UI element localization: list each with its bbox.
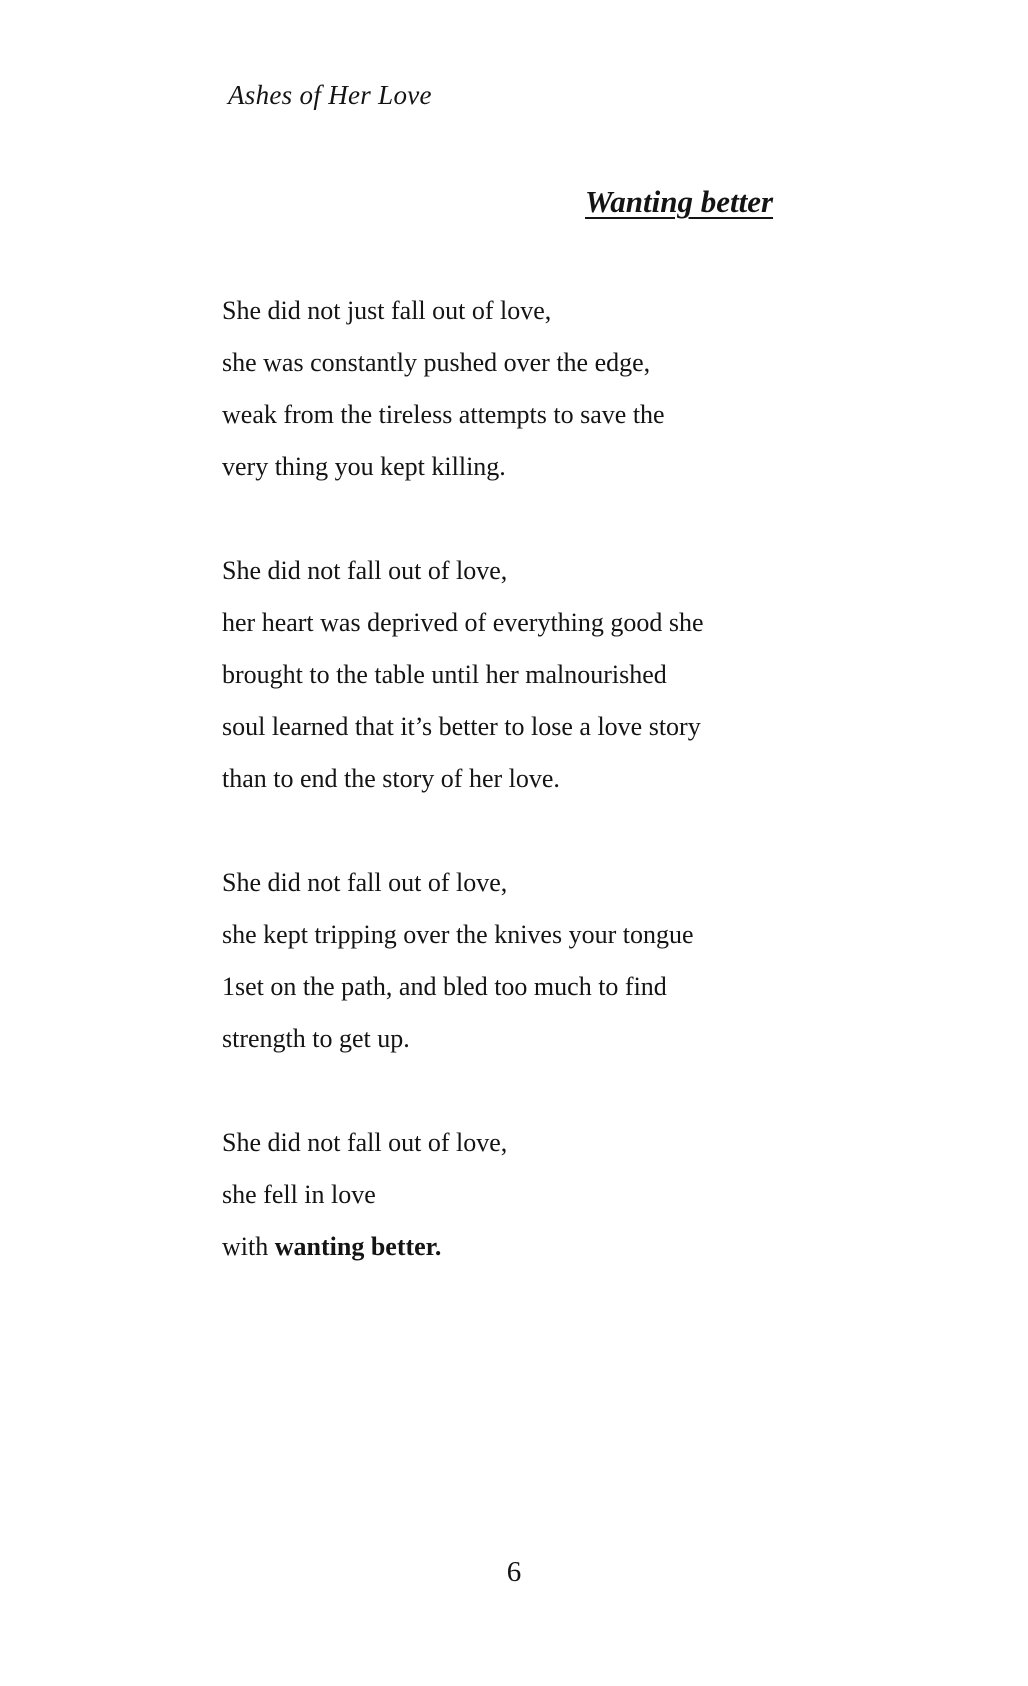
poem-line: She did not fall out of love, [222, 1128, 508, 1157]
poem-line: She did not just fall out of love, [222, 296, 552, 325]
stanza-1 [222, 285, 704, 493]
poem-title: Wanting better [585, 184, 774, 219]
running-header: Ashes of Her Love [228, 80, 432, 110]
poem-line: weak from the tireless attempts to save the [222, 400, 665, 429]
poem-closing-line [222, 1221, 704, 1273]
stanza-2 [222, 545, 704, 805]
poem-line: She did not fall out of love, [222, 868, 508, 897]
stanza-4 [222, 1117, 704, 1273]
poem-line: than to end the story of her love. [222, 764, 560, 793]
poem-line: she was constantly pushed over the edge, [222, 348, 651, 377]
poem-line: brought to the table until her malnourished [222, 660, 667, 689]
poem-line: 1set on the path, and bled too much to find [222, 972, 667, 1001]
closing-line-bold: wanting better. [274, 1232, 442, 1261]
poem-line: her heart was deprived of everything good she [222, 608, 704, 637]
poem-line: soul learned that it’s better to lose a love story [222, 712, 701, 741]
poem-line: she kept tripping over the knives your tongue [222, 920, 694, 949]
page-number: 6 [506, 1556, 522, 1588]
poem-line: very thing you kept killing. [222, 452, 506, 481]
poem-line: She did not fall out of love, [222, 556, 508, 585]
stanza-3 [222, 857, 704, 1065]
closing-line-prefix: with [222, 1232, 275, 1261]
poem-body [222, 285, 704, 1325]
poem-line: strength to get up. [222, 1024, 410, 1053]
poem-line: she fell in love [222, 1180, 376, 1209]
